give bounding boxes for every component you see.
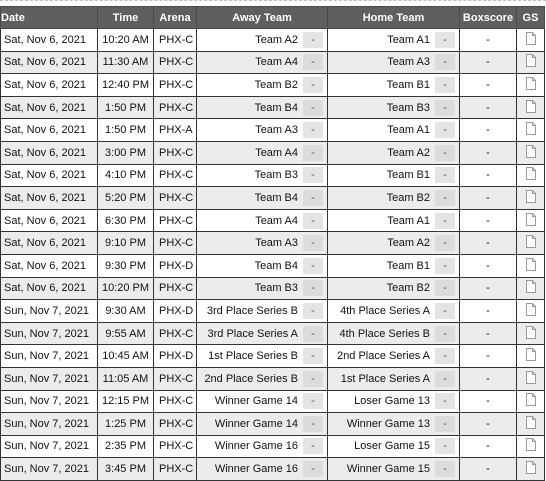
game-time: 11:05 AM: [98, 367, 154, 390]
game-time: 10:20 AM: [98, 29, 154, 52]
boxscore-cell: -: [460, 232, 517, 255]
away-score: -: [303, 100, 323, 116]
home-score: -: [435, 213, 455, 229]
away-score: -: [303, 303, 323, 319]
away-team-name[interactable]: Winner Game 16: [214, 440, 298, 453]
home-team-name[interactable]: Team B1: [386, 259, 430, 272]
game-row: [1, 367, 545, 390]
game-date: Sat, Nov 6, 2021: [1, 96, 98, 119]
game-arena: PHX-D: [154, 300, 197, 323]
away-team-name[interactable]: Team B2: [254, 78, 298, 91]
game-row: [1, 51, 545, 74]
game-date: Sat, Nov 6, 2021: [1, 74, 98, 97]
away-score: -: [303, 235, 323, 251]
home-score: -: [435, 416, 455, 432]
game-row: [1, 277, 545, 300]
home-team-name[interactable]: Team B1: [386, 169, 430, 182]
gamesheet-cell: [517, 254, 545, 277]
document-icon[interactable]: [526, 326, 536, 342]
away-score: -: [303, 348, 323, 364]
away-team-name[interactable]: Team A3: [255, 237, 298, 250]
document-icon[interactable]: [526, 213, 536, 229]
home-team-cell: [328, 458, 460, 481]
home-team-cell: [328, 141, 460, 164]
away-score: -: [303, 258, 323, 274]
game-arena: PHX-D: [154, 254, 197, 277]
away-team-cell: [197, 51, 328, 74]
boxscore-cell: -: [460, 277, 517, 300]
away-score: -: [303, 54, 323, 70]
home-team-cell: [328, 390, 460, 413]
home-team-cell: [328, 435, 460, 458]
document-icon[interactable]: [526, 190, 536, 206]
game-date: Sat, Nov 6, 2021: [1, 141, 98, 164]
away-team-name[interactable]: Team A3: [255, 124, 298, 137]
document-icon[interactable]: [526, 303, 536, 319]
home-team-cell: [328, 232, 460, 255]
game-row: [1, 141, 545, 164]
game-time: 9:30 PM: [98, 254, 154, 277]
away-team-name[interactable]: Team B4: [254, 191, 298, 204]
home-score: -: [435, 303, 455, 319]
home-score: -: [435, 461, 455, 477]
away-team-cell: [197, 300, 328, 323]
top-divider: [0, 0, 546, 1]
away-team-name[interactable]: Team A4: [255, 146, 298, 159]
home-team-name[interactable]: Team B2: [386, 191, 430, 204]
game-arena: PHX-C: [154, 277, 197, 300]
away-team-cell: [197, 458, 328, 481]
away-team-cell: [197, 345, 328, 368]
boxscore-cell: -: [460, 164, 517, 187]
boxscore-cell: -: [460, 367, 517, 390]
game-date: Sun, Nov 7, 2021: [1, 390, 98, 413]
home-team-name[interactable]: Team A1: [387, 124, 430, 137]
game-row: [1, 390, 545, 413]
game-arena: PHX-C: [154, 141, 197, 164]
game-arena: PHX-C: [154, 390, 197, 413]
home-score: -: [435, 393, 455, 409]
document-icon[interactable]: [526, 438, 536, 454]
home-score: -: [435, 190, 455, 206]
away-team-name[interactable]: Team A4: [255, 214, 298, 227]
away-team-name[interactable]: Team B3: [254, 282, 298, 295]
gamesheet-cell: [517, 232, 545, 255]
game-date: Sun, Nov 7, 2021: [1, 322, 98, 345]
document-icon[interactable]: [526, 122, 536, 138]
away-score: -: [303, 77, 323, 93]
home-team-name[interactable]: Loser Game 13: [354, 395, 430, 408]
boxscore-cell: -: [460, 254, 517, 277]
home-score: -: [435, 348, 455, 364]
header-row: [1, 7, 545, 29]
away-score: -: [303, 371, 323, 387]
game-arena: PHX-C: [154, 74, 197, 97]
game-date: Sat, Nov 6, 2021: [1, 232, 98, 255]
away-team-name[interactable]: Winner Game 16: [214, 463, 298, 476]
game-time: 9:10 PM: [98, 232, 154, 255]
away-team-cell: [197, 209, 328, 232]
game-date: Sun, Nov 7, 2021: [1, 345, 98, 368]
game-arena: PHX-A: [154, 119, 197, 142]
home-team-cell: [328, 119, 460, 142]
home-team-cell: [328, 322, 460, 345]
document-icon[interactable]: [526, 416, 536, 432]
home-score: -: [435, 122, 455, 138]
home-team-cell: [328, 29, 460, 52]
game-arena: PHX-C: [154, 232, 197, 255]
document-icon[interactable]: [526, 54, 536, 70]
away-team-cell: [197, 322, 328, 345]
home-score: -: [435, 371, 455, 387]
document-icon[interactable]: [526, 280, 536, 296]
home-score: -: [435, 235, 455, 251]
game-date: Sun, Nov 7, 2021: [1, 458, 98, 481]
away-team-cell: [197, 277, 328, 300]
game-date: Sun, Nov 7, 2021: [1, 300, 98, 323]
game-time: 3:00 PM: [98, 141, 154, 164]
col-header-boxscore[interactable]: Boxscore: [460, 7, 517, 29]
away-score: -: [303, 145, 323, 161]
home-team-name[interactable]: Loser Game 15: [354, 440, 430, 453]
game-date: Sat, Nov 6, 2021: [1, 164, 98, 187]
schedule-table: [0, 6, 545, 481]
home-team-name[interactable]: Team A1: [387, 214, 430, 227]
game-row: [1, 435, 545, 458]
home-team-cell: [328, 96, 460, 119]
boxscore-cell: -: [460, 345, 517, 368]
home-score: -: [435, 100, 455, 116]
away-team-name[interactable]: Winner Game 14: [214, 417, 298, 430]
gamesheet-cell: [517, 300, 545, 323]
game-row: [1, 458, 545, 481]
boxscore-cell: -: [460, 322, 517, 345]
away-team-cell: [197, 232, 328, 255]
home-team-name[interactable]: Team A3: [387, 56, 430, 69]
away-team-cell: [197, 96, 328, 119]
col-header-date[interactable]: Date: [1, 7, 98, 29]
boxscore-cell: -: [460, 300, 517, 323]
game-row: [1, 254, 545, 277]
home-score: -: [435, 32, 455, 48]
away-team-cell: [197, 390, 328, 413]
home-team-cell: [328, 277, 460, 300]
home-team-cell: [328, 300, 460, 323]
col-header-gs[interactable]: GS: [517, 7, 545, 29]
home-team-cell: [328, 254, 460, 277]
game-time: 9:30 AM: [98, 300, 154, 323]
home-team-cell: [328, 367, 460, 390]
game-arena: PHX-C: [154, 322, 197, 345]
game-arena: PHX-D: [154, 345, 197, 368]
game-time: 1:50 PM: [98, 96, 154, 119]
home-team-name[interactable]: Team A2: [387, 237, 430, 250]
game-time: 3:45 PM: [98, 458, 154, 481]
game-row: [1, 345, 545, 368]
game-date: Sat, Nov 6, 2021: [1, 51, 98, 74]
away-team-name[interactable]: Team A4: [255, 56, 298, 69]
game-date: Sat, Nov 6, 2021: [1, 277, 98, 300]
gamesheet-cell: [517, 119, 545, 142]
game-arena: PHX-C: [154, 435, 197, 458]
away-team-name[interactable]: 3rd Place Series A: [207, 327, 298, 340]
game-row: [1, 232, 545, 255]
away-team-cell: [197, 367, 328, 390]
game-row: [1, 96, 545, 119]
game-time: 12:40 PM: [98, 74, 154, 97]
game-arena: PHX-C: [154, 367, 197, 390]
home-team-name[interactable]: Team A2: [387, 146, 430, 159]
away-score: -: [303, 190, 323, 206]
document-icon[interactable]: [526, 393, 536, 409]
boxscore-cell: -: [460, 74, 517, 97]
boxscore-cell: -: [460, 119, 517, 142]
document-icon[interactable]: [526, 258, 536, 274]
home-team-cell: [328, 74, 460, 97]
game-date: Sat, Nov 6, 2021: [1, 254, 98, 277]
game-time: 12:15 PM: [98, 390, 154, 413]
gamesheet-cell: [517, 29, 545, 52]
gamesheet-cell: [517, 187, 545, 210]
game-row: [1, 322, 545, 345]
away-team-name[interactable]: Team B4: [254, 259, 298, 272]
document-icon[interactable]: [526, 100, 536, 116]
away-score: -: [303, 461, 323, 477]
document-icon[interactable]: [526, 32, 536, 48]
col-header-arena[interactable]: Arena: [154, 7, 197, 29]
game-time: 4:10 PM: [98, 164, 154, 187]
home-team-name[interactable]: Team B2: [386, 282, 430, 295]
game-row: [1, 209, 545, 232]
gamesheet-cell: [517, 458, 545, 481]
game-time: 2:35 PM: [98, 435, 154, 458]
home-score: -: [435, 438, 455, 454]
boxscore-cell: -: [460, 413, 517, 436]
game-row: [1, 29, 545, 52]
game-row: [1, 413, 545, 436]
game-date: Sat, Nov 6, 2021: [1, 119, 98, 142]
home-score: -: [435, 280, 455, 296]
gamesheet-cell: [517, 322, 545, 345]
away-score: -: [303, 280, 323, 296]
col-header-away-team[interactable]: Away Team: [197, 7, 328, 29]
home-team-cell: [328, 187, 460, 210]
game-row: [1, 187, 545, 210]
game-date: Sun, Nov 7, 2021: [1, 413, 98, 436]
home-team-name[interactable]: Winner Game 13: [346, 417, 430, 430]
game-row: [1, 119, 545, 142]
document-icon[interactable]: [526, 167, 536, 183]
game-row: [1, 74, 545, 97]
away-score: -: [303, 122, 323, 138]
document-icon[interactable]: [526, 77, 536, 93]
game-time: 1:25 PM: [98, 413, 154, 436]
gamesheet-cell: [517, 51, 545, 74]
away-score: -: [303, 32, 323, 48]
gamesheet-cell: [517, 209, 545, 232]
away-score: -: [303, 393, 323, 409]
col-header-home-team[interactable]: Home Team: [328, 7, 460, 29]
home-team-cell: [328, 345, 460, 368]
boxscore-cell: -: [460, 458, 517, 481]
schedule-body: [1, 29, 545, 481]
boxscore-cell: -: [460, 29, 517, 52]
game-row: [1, 164, 545, 187]
away-team-cell: [197, 141, 328, 164]
game-time: 10:45 AM: [98, 345, 154, 368]
away-score: -: [303, 438, 323, 454]
away-team-name[interactable]: Team B3: [254, 169, 298, 182]
home-score: -: [435, 167, 455, 183]
gamesheet-cell: [517, 413, 545, 436]
gamesheet-cell: [517, 435, 545, 458]
away-score: -: [303, 326, 323, 342]
game-time: 5:20 PM: [98, 187, 154, 210]
home-team-name[interactable]: Team A1: [387, 33, 430, 46]
game-time: 6:30 PM: [98, 209, 154, 232]
gamesheet-cell: [517, 164, 545, 187]
gamesheet-cell: [517, 367, 545, 390]
away-score: -: [303, 167, 323, 183]
game-arena: PHX-C: [154, 164, 197, 187]
home-team-cell: [328, 413, 460, 436]
document-icon[interactable]: [526, 461, 536, 477]
game-date: Sat, Nov 6, 2021: [1, 209, 98, 232]
away-team-cell: [197, 187, 328, 210]
boxscore-cell: -: [460, 187, 517, 210]
game-date: Sat, Nov 6, 2021: [1, 29, 98, 52]
game-date: Sun, Nov 7, 2021: [1, 367, 98, 390]
game-arena: PHX-C: [154, 96, 197, 119]
boxscore-cell: -: [460, 96, 517, 119]
boxscore-cell: -: [460, 435, 517, 458]
away-score: -: [303, 213, 323, 229]
home-score: -: [435, 54, 455, 70]
away-team-cell: [197, 413, 328, 436]
document-icon[interactable]: [526, 371, 536, 387]
away-score: -: [303, 416, 323, 432]
away-team-cell: [197, 435, 328, 458]
gamesheet-cell: [517, 96, 545, 119]
gamesheet-cell: [517, 74, 545, 97]
game-time: 9:55 AM: [98, 322, 154, 345]
boxscore-cell: -: [460, 51, 517, 74]
boxscore-cell: -: [460, 390, 517, 413]
home-team-name[interactable]: 4th Place Series A: [340, 304, 430, 317]
game-arena: PHX-C: [154, 29, 197, 52]
home-team-name[interactable]: Winner Game 15: [346, 463, 430, 476]
away-team-name[interactable]: Team B4: [254, 101, 298, 114]
home-team-cell: [328, 209, 460, 232]
home-score: -: [435, 258, 455, 274]
document-icon[interactable]: [526, 235, 536, 251]
home-team-name[interactable]: 2nd Place Series A: [337, 350, 430, 363]
document-icon[interactable]: [526, 145, 536, 161]
gamesheet-cell: [517, 277, 545, 300]
home-score: -: [435, 77, 455, 93]
away-team-cell: [197, 164, 328, 187]
game-arena: PHX-C: [154, 413, 197, 436]
boxscore-cell: -: [460, 141, 517, 164]
game-arena: PHX-C: [154, 51, 197, 74]
home-score: -: [435, 145, 455, 161]
away-team-cell: [197, 74, 328, 97]
game-date: Sat, Nov 6, 2021: [1, 187, 98, 210]
game-arena: PHX-C: [154, 458, 197, 481]
away-team-name[interactable]: 1st Place Series B: [208, 350, 298, 363]
away-team-name[interactable]: Team A2: [255, 33, 298, 46]
gamesheet-cell: [517, 390, 545, 413]
home-score: -: [435, 326, 455, 342]
gamesheet-cell: [517, 345, 545, 368]
away-team-name[interactable]: Winner Game 14: [214, 395, 298, 408]
game-row: [1, 300, 545, 323]
away-team-cell: [197, 29, 328, 52]
game-time: 10:20 PM: [98, 277, 154, 300]
document-icon[interactable]: [526, 348, 536, 364]
game-time: 1:50 PM: [98, 119, 154, 142]
home-team-name[interactable]: Team B3: [386, 101, 430, 114]
game-arena: PHX-C: [154, 209, 197, 232]
away-team-cell: [197, 119, 328, 142]
col-header-time[interactable]: Time: [98, 7, 154, 29]
gamesheet-cell: [517, 141, 545, 164]
game-date: Sun, Nov 7, 2021: [1, 435, 98, 458]
game-arena: PHX-C: [154, 187, 197, 210]
home-team-name[interactable]: 4th Place Series B: [339, 327, 430, 340]
home-team-cell: [328, 51, 460, 74]
away-team-name[interactable]: 2nd Place Series B: [204, 372, 298, 385]
boxscore-cell: -: [460, 209, 517, 232]
home-team-cell: [328, 164, 460, 187]
away-team-name[interactable]: 3rd Place Series B: [206, 304, 298, 317]
home-team-name[interactable]: 1st Place Series A: [340, 372, 430, 385]
home-team-name[interactable]: Team B1: [386, 78, 430, 91]
away-team-cell: [197, 254, 328, 277]
game-time: 11:30 AM: [98, 51, 154, 74]
